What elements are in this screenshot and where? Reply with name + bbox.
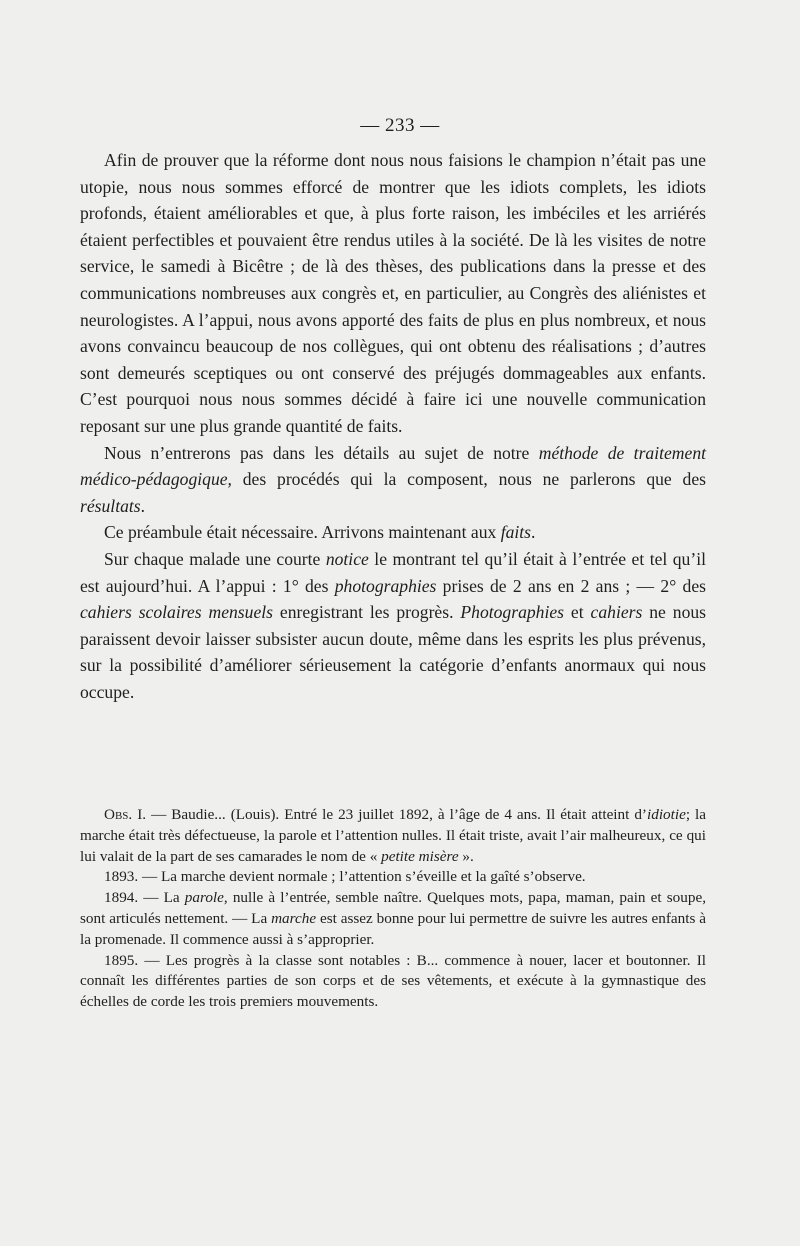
- page-number: — 233 —: [360, 115, 440, 136]
- text-span: ne nous paraissent devoir laisser subsister aucun doute, même dans les esprits les plus prévenus, sur la possibilité d’améliorer sérieusement la catégorie d’enfants anormaux qui nous occupe.: [80, 602, 707, 702]
- text-span: .: [140, 495, 146, 516]
- paragraph-4: [80, 546, 706, 706]
- italic-text: résultats: [80, 495, 141, 516]
- italic-text: photographies: [334, 575, 437, 596]
- obs-label: Obs.: [104, 806, 133, 823]
- italic-text: parole: [184, 889, 224, 907]
- italic-text: Photographies: [460, 602, 565, 623]
- italic-text: cahiers: [590, 602, 643, 623]
- observation-notes: [80, 805, 706, 1013]
- text-span: Ce préambule était nécessaire. Arrivons maintenant aux: [104, 522, 501, 543]
- italic-text: petite misère: [381, 847, 459, 865]
- paragraph-3: [80, 519, 706, 546]
- text-span: est assez bonne pour lui permettre de suivre les autres enfants à la promenade. Il commence aussi à s’approprier.: [80, 909, 706, 948]
- text-span: I. — Baudie... (Louis). Entré le 23 juillet 1892, à l’âge de 4 ans. Il était atteint d’: [132, 806, 647, 823]
- text-span: , nulle à l’entrée, semble naître. Quelques mots, papa, maman, pain et soupe, sont articulés nettement. — La: [80, 889, 706, 927]
- italic-text: méthode de traitement médico-pédagogique,: [80, 442, 706, 490]
- text-span: Sur chaque malade une courte: [104, 548, 326, 569]
- paragraph-2: [80, 440, 706, 520]
- italic-text: faits: [500, 522, 532, 543]
- text-span: .: [531, 522, 536, 543]
- italic-text: idiotie: [647, 806, 686, 823]
- italic-text: marche: [271, 909, 317, 927]
- main-text: [80, 147, 706, 705]
- text-span: et: [564, 602, 591, 623]
- note-1895: 1895. — Les progrès à la classe sont notables : B... commence à nouer, lacer et boutonner. Il connaît les différentes parties de son corps et de ses vêtements, et exécute à la gymnastique des échelles de corde les trois premiers mouvements.: [80, 951, 706, 1011]
- italic-text: notice: [325, 548, 369, 569]
- paragraph-1: Afin de prouver que la réforme dont nous nous faisions le champion n’était pas une utopie, nous nous sommes efforcé de montrer que les idiots complets, les idiots profonds, étaient améliorables et que, à plus forte raison, les imbéciles et les arriérés étaient perfectibles et pouvaient être rendus utiles à la société. De là les visites de notre service, le samedi à Bicêtre ; de là des thèses, des publications dans la presse et des communications nombreuses aux congrès et, en particulier, au Congrès des aliénistes et neurologistes. A l’appui, nous avons apporté des faits de plus en plus nombreux, et nous avons convaincu beaucoup de nos collègues, qui ont obtenu des réalisations ; d’autres sont demeurés sceptiques ou ont conservé des préjugés dommageables aux enfants. C’est pourquoi nous nous sommes décidé à faire ici une nouvelle communication reposant sur une plus grande quantité de faits.: [80, 150, 706, 436]
- note-1893: 1893. — La marche devient normale ; l’attention s’éveille et la gaîté s’observe.: [104, 868, 586, 886]
- text-span: ; la marche était très défectueuse, la parole et l’attention nulles. Il était triste, avait l’air malheureux, ce qui lui valait de la part de ses camarades le nom de «: [80, 806, 706, 865]
- text-span: prises de 2 ans en 2 ans ; — 2° des: [436, 575, 706, 596]
- text-span: ».: [458, 847, 474, 865]
- text-span: Nous n’entrerons pas dans les détails au sujet de notre: [104, 442, 539, 463]
- text-span: 1894. — La: [104, 889, 185, 907]
- text-span: enregistrant les progrès.: [273, 602, 461, 623]
- text-span: le montrant tel qu’il était à l’entrée et tel qu’il est aujourd’hui. A l’appui : 1° des: [80, 548, 706, 596]
- italic-text: cahiers scolaires mensuels: [80, 602, 273, 623]
- note-1894: [80, 888, 706, 950]
- observation-intro: [80, 805, 706, 867]
- text-span: des procédés qui la composent, nous ne parlerons que des: [231, 469, 706, 490]
